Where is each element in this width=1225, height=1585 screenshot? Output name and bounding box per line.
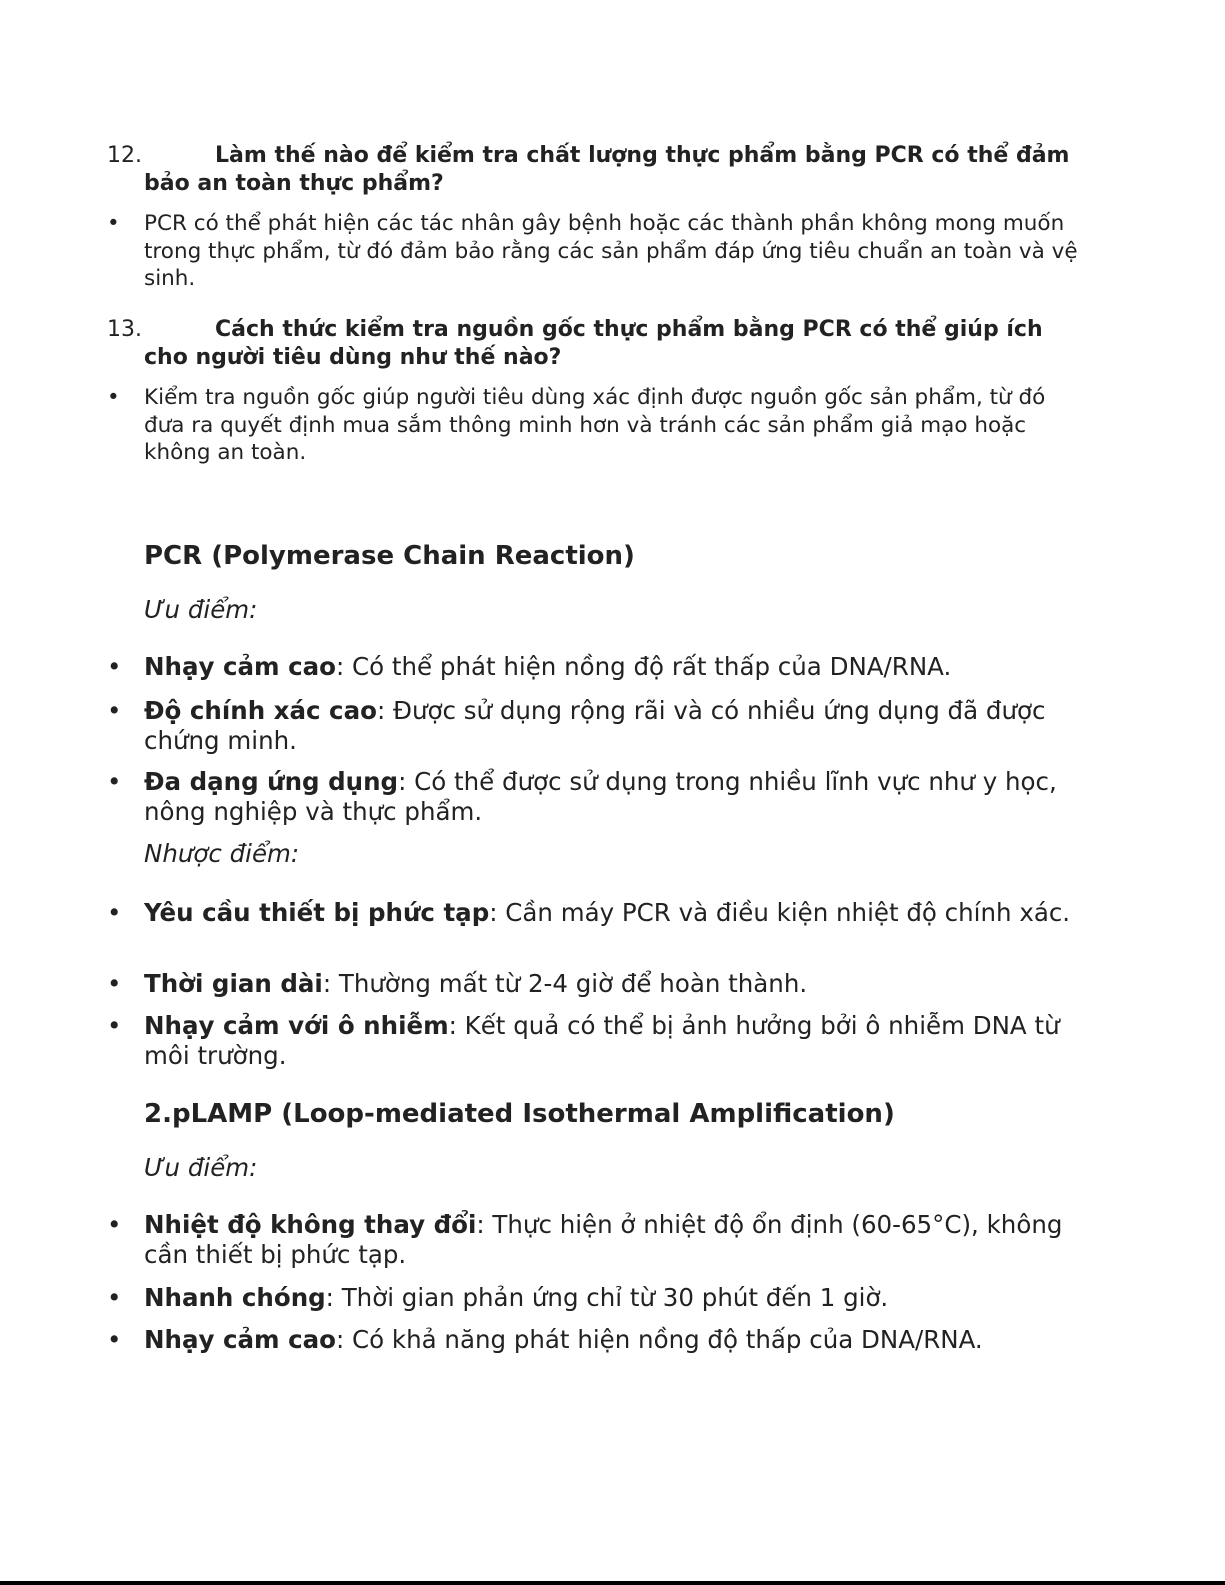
- item-description: : Có thể được sử dụng trong nhiều lĩnh vực như y học, nông nghiệp và thực phẩm.: [144, 767, 1057, 826]
- bullet-icon: •: [107, 969, 122, 998]
- bullet-icon: •: [107, 767, 122, 796]
- bullet-icon: •: [107, 898, 122, 927]
- item-description: : Được sử dụng rộng rãi và có nhiều ứng dụng đã được chứng minh.: [144, 696, 1046, 755]
- item-term: Thời gian dài: [144, 969, 323, 998]
- list-item: [107, 1325, 1087, 1355]
- item-term: Nhanh chóng: [144, 1283, 326, 1312]
- item-description: : Cần máy PCR và điều kiện nhiệt độ chính xác.: [489, 898, 1071, 927]
- item-term: Nhạy cảm cao: [144, 652, 336, 681]
- bullet-icon: •: [107, 1210, 122, 1239]
- pros-label: Ưu điểm:: [144, 595, 258, 624]
- item-term: Yêu cầu thiết bị phức tạp: [144, 898, 490, 927]
- item-term: Nhạy cảm cao: [144, 1325, 336, 1354]
- bullet-icon: •: [107, 1011, 122, 1040]
- item-term: Đa dạng ứng dụng: [144, 767, 399, 796]
- list-item: [107, 767, 1087, 826]
- bullet-icon: •: [107, 1325, 122, 1354]
- question-heading: [107, 142, 1087, 198]
- list-item: [107, 898, 1087, 928]
- answer-item: [107, 384, 1087, 467]
- bullet-icon: •: [107, 211, 120, 236]
- bullet-icon: •: [107, 696, 122, 725]
- pros-label: Ưu điểm:: [144, 1153, 258, 1182]
- list-item: [107, 969, 1087, 999]
- bullet-icon: •: [107, 1283, 122, 1312]
- list-item: [107, 1011, 1087, 1070]
- item-description: : Có khả năng phát hiện nồng độ thấp của DNA/RNA.: [335, 1325, 983, 1354]
- list-item: [107, 1283, 1087, 1313]
- question-number: 13.: [107, 317, 142, 342]
- item-term: Nhiệt độ không thay đổi: [144, 1210, 477, 1239]
- question-title: Cách thức kiểm tra nguồn gốc thực phẩm bằng PCR có thể giúp ích cho người tiêu dùng như thế nào?: [144, 317, 1043, 370]
- bottom-border: [0, 1581, 1225, 1585]
- answer-item: [107, 210, 1087, 293]
- section-title-lamp: 2.pLAMP (Loop-mediated Isothermal Amplification): [144, 1099, 895, 1129]
- answer-text: PCR có thể phát hiện các tác nhân gây bệnh hoặc các thành phần không mong muốn trong thực phẩm, từ đó đảm bảo rằng các sản phẩm đáp ứng tiêu chuẩn an toàn và vệ sinh.: [144, 211, 1078, 291]
- list-item: [107, 1210, 1087, 1269]
- list-item: [107, 652, 1087, 682]
- answer-text: Kiểm tra nguồn gốc giúp người tiêu dùng xác định được nguồn gốc sản phẩm, từ đó đưa ra quyết định mua sắm thông minh hơn và tránh các sản phẩm giả mạo hoặc không an toàn.: [144, 385, 1046, 465]
- item-term: Độ chính xác cao: [144, 696, 377, 725]
- item-description: : Thường mất từ 2-4 giờ để hoàn thành.: [322, 969, 808, 998]
- list-item: [107, 696, 1087, 755]
- section-title-pcr: PCR (Polymerase Chain Reaction): [144, 541, 635, 571]
- item-description: : Kết quả có thể bị ảnh hưởng bởi ô nhiễm DNA từ môi trường.: [144, 1011, 1060, 1070]
- bullet-icon: •: [107, 652, 122, 681]
- item-description: : Thời gian phản ứng chỉ từ 30 phút đến 1 giờ.: [325, 1283, 889, 1312]
- item-description: : Có thể phát hiện nồng độ rất thấp của DNA/RNA.: [335, 652, 952, 681]
- item-description: : Thực hiện ở nhiệt độ ổn định (60-65°C), không cần thiết bị phức tạp.: [144, 1210, 1063, 1269]
- question-heading: [107, 316, 1087, 372]
- question-number: 12.: [107, 143, 142, 168]
- question-title: Làm thế nào để kiểm tra chất lượng thực phẩm bằng PCR có thể đảm bảo an toàn thực phẩm?: [144, 143, 1070, 196]
- bullet-icon: •: [107, 385, 120, 410]
- item-term: Nhạy cảm với ô nhiễm: [144, 1011, 449, 1040]
- cons-label: Nhược điểm:: [144, 839, 300, 868]
